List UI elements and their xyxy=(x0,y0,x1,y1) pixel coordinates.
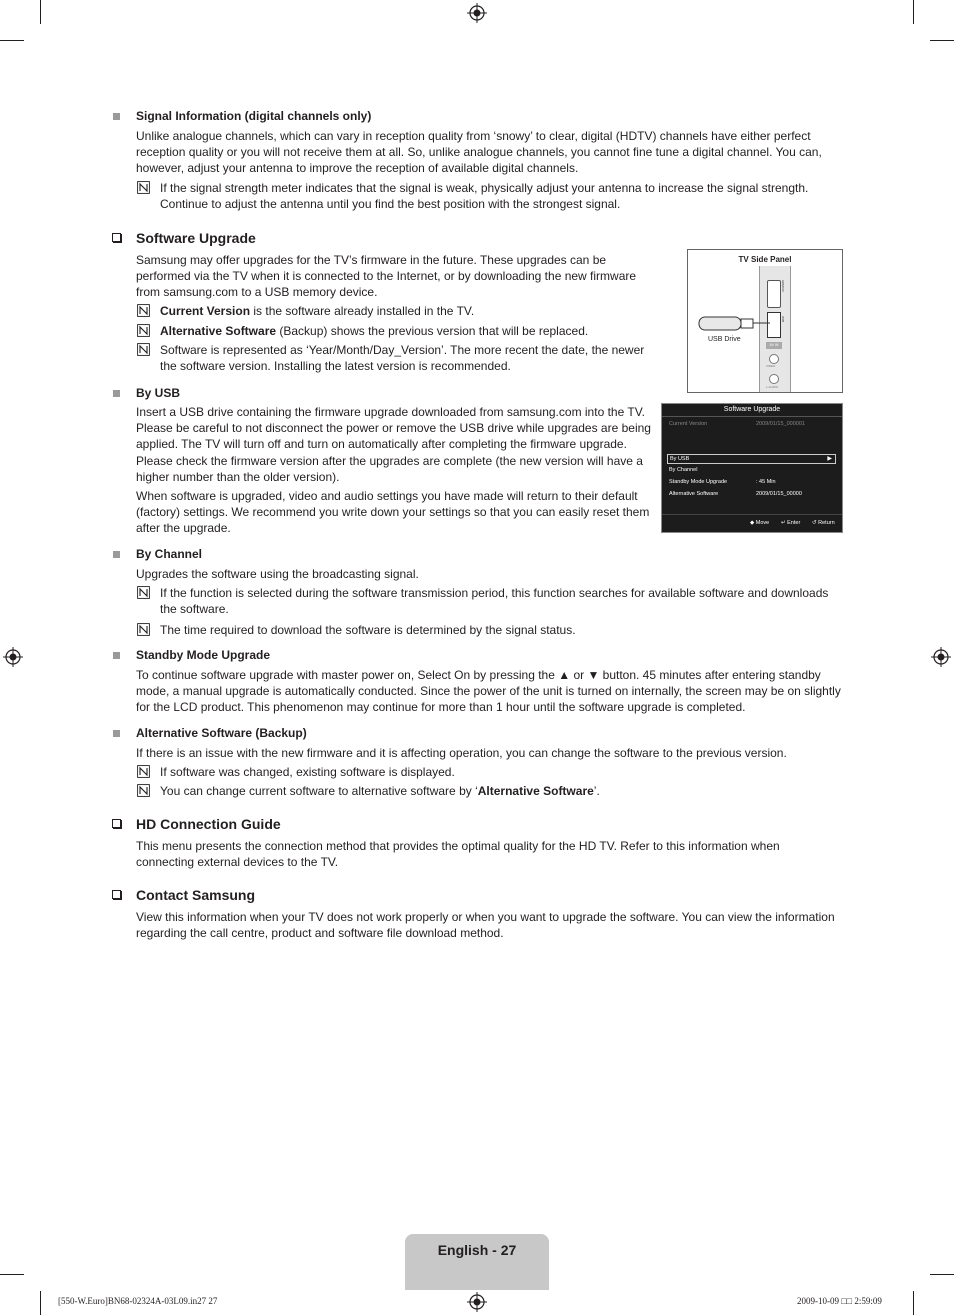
hdmi-port-label: HDMI IN xyxy=(781,280,785,292)
crop-mark xyxy=(40,0,41,24)
note-icon xyxy=(137,623,150,636)
software-upgrade-body: Samsung may offer upgrades for the TV’s firmware in the future. These upgrades can be performed via the TV when it is connected to the Internet, or by downloading the new firmware from samsung.com to a USB memory device. xyxy=(136,253,637,300)
note-icon xyxy=(137,304,150,317)
video-jack-icon xyxy=(769,354,779,364)
osd-item-by-usb[interactable] xyxy=(667,454,836,464)
by-usb-title: By USB xyxy=(136,386,181,400)
print-timestamp: 2009-10-09 □□ 2:59:09 xyxy=(797,1296,882,1306)
alt-software-note-2-post: ’. xyxy=(593,784,600,798)
contact-body: View this information when your TV does not work properly or when you want to upgrade the software. You can view the information regarding the call centre, product and software file download method. xyxy=(136,910,835,941)
tv-side-panel-title: TV Side Panel xyxy=(738,255,792,264)
alt-software-note xyxy=(160,323,660,339)
note-icon xyxy=(137,324,150,337)
registration-mark-icon xyxy=(3,647,23,667)
usb-port-label: USB xyxy=(781,316,785,323)
software-upgrade-osd xyxy=(661,403,843,533)
updown-icon: ◆ xyxy=(750,520,755,526)
osd-item-standby[interactable]: Standby Mode Upgrade xyxy=(669,479,728,485)
note-icon xyxy=(137,765,150,778)
page-number-tab xyxy=(405,1234,549,1290)
crop-mark xyxy=(0,40,24,41)
osd-nav-return-label: Return xyxy=(818,520,835,526)
osd-nav-return xyxy=(812,520,835,526)
signal-info-body: Unlike analogue channels, which can vary in reception quality from ‘snowy’ to clear, digital (HDTV) channels have either perfect reception quality or you will not receive them at all. So, unlike analogue channels, you cannot fine tune a digital channel. You can, however, adjust your antenna to improve the reception of available digital channels. xyxy=(136,129,822,176)
alt-software-note-1: If software was changed, existing software is displayed. xyxy=(160,765,455,779)
note-icon xyxy=(137,784,150,797)
osd-alt-value: 2009/01/15_00000 xyxy=(756,491,802,497)
signal-info-title: Signal Information (digital channels only) xyxy=(136,109,372,123)
enter-icon: ↵ xyxy=(781,520,786,526)
crop-mark xyxy=(930,1274,954,1275)
osd-title: Software Upgrade xyxy=(723,406,781,413)
section-checkbox-icon xyxy=(112,819,121,828)
by-usb-body-2: When software is upgraded, video and audio settings you have made will return to their default (factory) settings. We recommend you write down your settings so that you can easily reset them after the upgrade. xyxy=(136,489,650,536)
standby-title: Standby Mode Upgrade xyxy=(136,648,271,662)
alt-software-note-2 xyxy=(160,783,845,799)
arrow-right-icon: ▶ xyxy=(827,456,832,462)
bullet-square-icon xyxy=(113,113,120,120)
current-version-term: Current Version xyxy=(160,304,251,318)
alt-software-desc: (Backup) shows the previous version that will be replaced. xyxy=(276,324,589,338)
crop-mark xyxy=(930,40,954,41)
section-checkbox-icon xyxy=(112,890,121,899)
registration-mark-icon xyxy=(931,647,951,667)
note-icon xyxy=(137,181,150,194)
osd-divider xyxy=(662,416,842,417)
osd-item-alt-software[interactable]: Alternative Software xyxy=(669,491,719,497)
note-icon xyxy=(137,343,150,356)
standby-body: To continue software upgrade with master power on, Select On by pressing the ▲ or ▼ button. 45 minutes after entering standby mode, a manual upgrade is automatically conducted. Since the power of the unit is turned on internally, the screen may be on slightly for the LCD product. This phenomenon may continue for more than 1 hour until the software upgrade is completed. xyxy=(136,668,841,715)
osd-nav-move-label: Move xyxy=(755,520,770,526)
crop-mark xyxy=(913,0,914,24)
software-upgrade-heading: Software Upgrade xyxy=(136,230,256,246)
osd-divider xyxy=(662,514,842,515)
bullet-square-icon xyxy=(113,652,120,659)
bullet-square-icon xyxy=(113,730,120,737)
by-channel-title: By Channel xyxy=(136,547,203,561)
file-info: [550-W.Euro]BN68-02324A-03L09.in27 27 xyxy=(58,1296,218,1306)
osd-nav-enter xyxy=(781,520,800,526)
osd-item-by-channel[interactable]: By Channel xyxy=(669,467,698,473)
by-channel-body: Upgrades the software using the broadcasting signal. xyxy=(136,567,419,581)
signal-info-note: If the signal strength meter indicates that the signal is weak, physically adjust your antenna to increase the signal strength. Continue to adjust the antenna until you find the best position with the strongest signal. xyxy=(160,181,809,212)
video-jack-label: VIDEO xyxy=(766,364,776,368)
by-usb-body: Insert a USB drive containing the firmware upgrade downloaded from samsung.com into the TV. Please be careful to not disconnect the power or remove the USB drive while upgrades are being applied. The TV will turn off and turn on automatically after completing the firmware upgrade. Please check the firmware version after the upgrades are complete (the new version will have a higher number than the older version). xyxy=(136,405,651,484)
alt-software-title: Alternative Software (Backup) xyxy=(136,726,307,740)
return-icon: ↺ xyxy=(812,520,817,526)
alt-software-note-2-term: Alternative Software xyxy=(477,784,594,798)
osd-nav-enter-label: Enter xyxy=(787,520,801,526)
osd-current-label: Current Version xyxy=(669,421,708,427)
note-icon xyxy=(137,586,150,599)
av-in-label: AV IN xyxy=(766,342,782,349)
contact-heading: Contact Samsung xyxy=(136,887,256,903)
alt-software-note-2-pre: You can change current software to alternative software by ‘ xyxy=(160,784,478,798)
osd-item-label: By USB xyxy=(670,456,690,462)
osd-nav-move xyxy=(750,520,769,526)
page-number-label: English - 27 xyxy=(437,1242,517,1258)
registration-mark-icon xyxy=(467,1292,487,1312)
tv-side-panel-diagram xyxy=(687,249,843,393)
section-checkbox-icon xyxy=(112,233,121,242)
registration-mark-icon xyxy=(467,3,487,23)
version-format-note: Software is represented as ‘Year/Month/Day_Version’. The more recent the date, the newer the software version. Installing the latest version is recommended. xyxy=(160,343,645,374)
audio-jack-icon xyxy=(769,374,779,384)
usb-drive-label: USB Drive xyxy=(708,336,741,343)
usb-drive-icon xyxy=(698,314,778,334)
hdmi-port-icon xyxy=(767,280,781,308)
crop-mark xyxy=(913,1291,914,1315)
hd-guide-body: This menu presents the connection method that provides the optimal quality for the HD TV. Refer to this information when connecting external devices to the TV. xyxy=(136,839,780,870)
by-channel-note-2: The time required to download the software is determined by the signal status. xyxy=(160,623,576,637)
alt-software-term: Alternative Software xyxy=(160,324,277,338)
bullet-square-icon xyxy=(113,390,120,397)
audio-jack-label: L-AUDIO xyxy=(766,385,779,389)
by-channel-note-1: If the function is selected during the software transmission period, this function searches for available software and downloads the software. xyxy=(160,586,829,617)
hd-guide-heading: HD Connection Guide xyxy=(136,816,281,832)
crop-mark xyxy=(40,1291,41,1315)
current-version-note xyxy=(160,303,660,319)
alt-software-body: If there is an issue with the new firmware and it is affecting operation, you can change the software to the previous version. xyxy=(136,746,787,760)
osd-standby-value: : 45 Min xyxy=(756,479,776,485)
current-version-desc: is the software already installed in the TV. xyxy=(250,304,475,318)
crop-mark xyxy=(0,1274,24,1275)
bullet-square-icon xyxy=(113,551,120,558)
osd-current-value: 2009/01/15_000001 xyxy=(756,421,805,427)
